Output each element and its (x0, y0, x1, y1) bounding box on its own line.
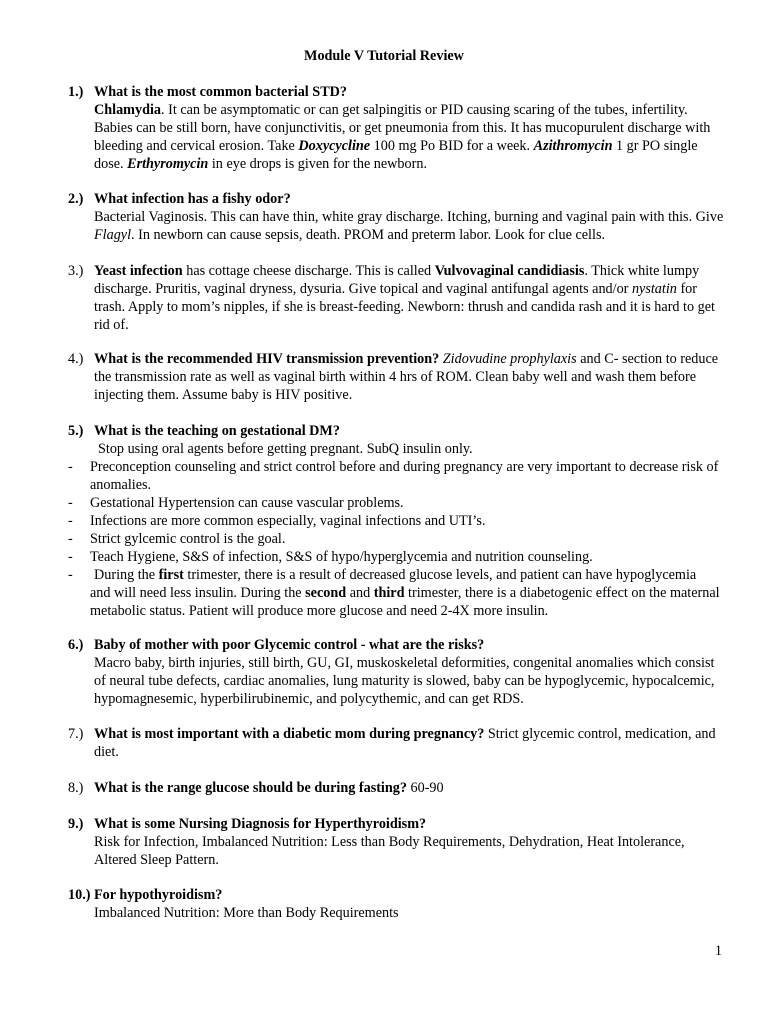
question-4 (68, 350, 728, 404)
list-item: - Gestational Hypertension can cause vascular problems. (68, 495, 404, 511)
answer-text: Macro baby, birth injuries, still birth, GU, GI, muskoskeletal deformities, congenital anomalies which consist of neural tube defects, cardiac anomalies, lung maturity is slowed, baby can be hypoglycemic, hypocalcemic, hypomagnesemic, hyperbilirubinemic, and polycythemic, and can get RDS. (94, 655, 715, 707)
question-text: For hypothyroidism? (94, 887, 223, 903)
question-text: What is some Nursing Diagnosis for Hyperthyroidism? (94, 816, 427, 832)
answer-text: Risk for Infection, Imbalanced Nutrition: Less than Body Requirements, Dehydration, Heat Intolerance, Altered Sleep Pattern. (94, 834, 685, 868)
answer-text: What is most important with a diabetic mom during pregnancy? Strict glycemic control, medication, and diet. (94, 726, 716, 760)
answer-text: Yeast infection has cottage cheese discharge. This is called Vulvovaginal candidiasis. Thick white lumpy discharge. Pruritis, vaginal dryness, dysuria. Give topical and vaginal antifungal agents and/or nystatin for trash. Apply to mom’s nipples, if she is breast-feeding. Newborn: thrush and candida rash and it is hard to get rid of. (94, 263, 715, 333)
answer-text: Bacterial Vaginosis. This can have thin, white gray discharge. Itching, burning and vaginal pain with this. Give Flagyl. In newborn can cause sepsis, death. PROM and preterm labor. Look for clue cells. (94, 209, 724, 243)
question-text: What is the teaching on gestational DM? (94, 423, 340, 439)
question-9 (68, 815, 728, 869)
answer-text: Chlamydia. It can be asymptomatic or can get salpingitis or PID causing scaring of the tubes, infertility. Babies can be still born, have conjunctivitis, or get pneumonia from this. It has mucopurulent discharge with bleeding and cervical erosion. Take Doxycycline 100 mg Po BID for a week. Azithromycin 1 gr PO single dose. Erthyromycin in eye drops is given for the newborn. (94, 102, 711, 172)
question-text: Baby of mother with poor Glycemic control - what are the risks? (94, 637, 485, 653)
answer-text: What is the recommended HIV transmission prevention? Zidovudine prophylaxis and C- section to reduce the transmission rate as well as vaginal birth within 4 hrs of ROM. Clean baby well and wash them before injecting them. Assume baby is HIV positive. (94, 351, 719, 403)
question-number: 6.) (68, 637, 84, 653)
question-number: 8.) (68, 780, 84, 796)
question-number: 5.) (68, 423, 84, 439)
list-item: - Infections are more common especially, vaginal infections and UTI’s. (68, 513, 486, 529)
question-6 (68, 636, 728, 708)
question-number: 1.) (68, 84, 84, 100)
answer-intro: Stop using oral agents before getting pregnant. SubQ insulin only. (98, 441, 473, 457)
answer-text: What is the range glucose should be during fasting? 60-90 (94, 780, 444, 796)
question-7 (68, 725, 728, 761)
question-number: 9.) (68, 816, 84, 832)
question-8 (68, 779, 728, 797)
question-3 (68, 262, 728, 334)
list-item: - Strict gylcemic control is the goal. (68, 531, 286, 547)
answer-text: Imbalanced Nutrition: More than Body Requirements (94, 905, 399, 921)
question-10 (68, 886, 728, 922)
question-number: 4.) (68, 351, 84, 367)
question-text: What is the most common bacterial STD? (94, 84, 347, 100)
question-1 (68, 83, 728, 173)
question-2 (68, 190, 728, 244)
question-number: 10.) (68, 887, 91, 903)
question-number: 3.) (68, 263, 84, 279)
page-title: Module V Tutorial Review (304, 48, 464, 64)
list-item: - Teach Hygiene, S&S of infection, S&S of hypo/hyperglycemia and nutrition counseling. (68, 549, 593, 565)
question-number: 7.) (68, 726, 84, 742)
question-number: 2.) (68, 191, 84, 207)
bullet-list (0, 458, 720, 620)
question-text: What infection has a fishy odor? (94, 191, 291, 207)
list-item: - Preconception counseling and strict control before and during pregnancy are very important to decrease risk of anomalies. (68, 459, 719, 493)
page-number: 1 (714, 943, 722, 959)
list-item: - During the first trimester, there is a result of decreased glucose levels, and patient can have hypoglycemia and will need less insulin. During the second and third trimester, there is a diabetogenic effect on the maternal metabolic status. Patient will produce more glucose and need 2-4X more insulin. (68, 567, 720, 619)
question-5 (68, 422, 728, 620)
